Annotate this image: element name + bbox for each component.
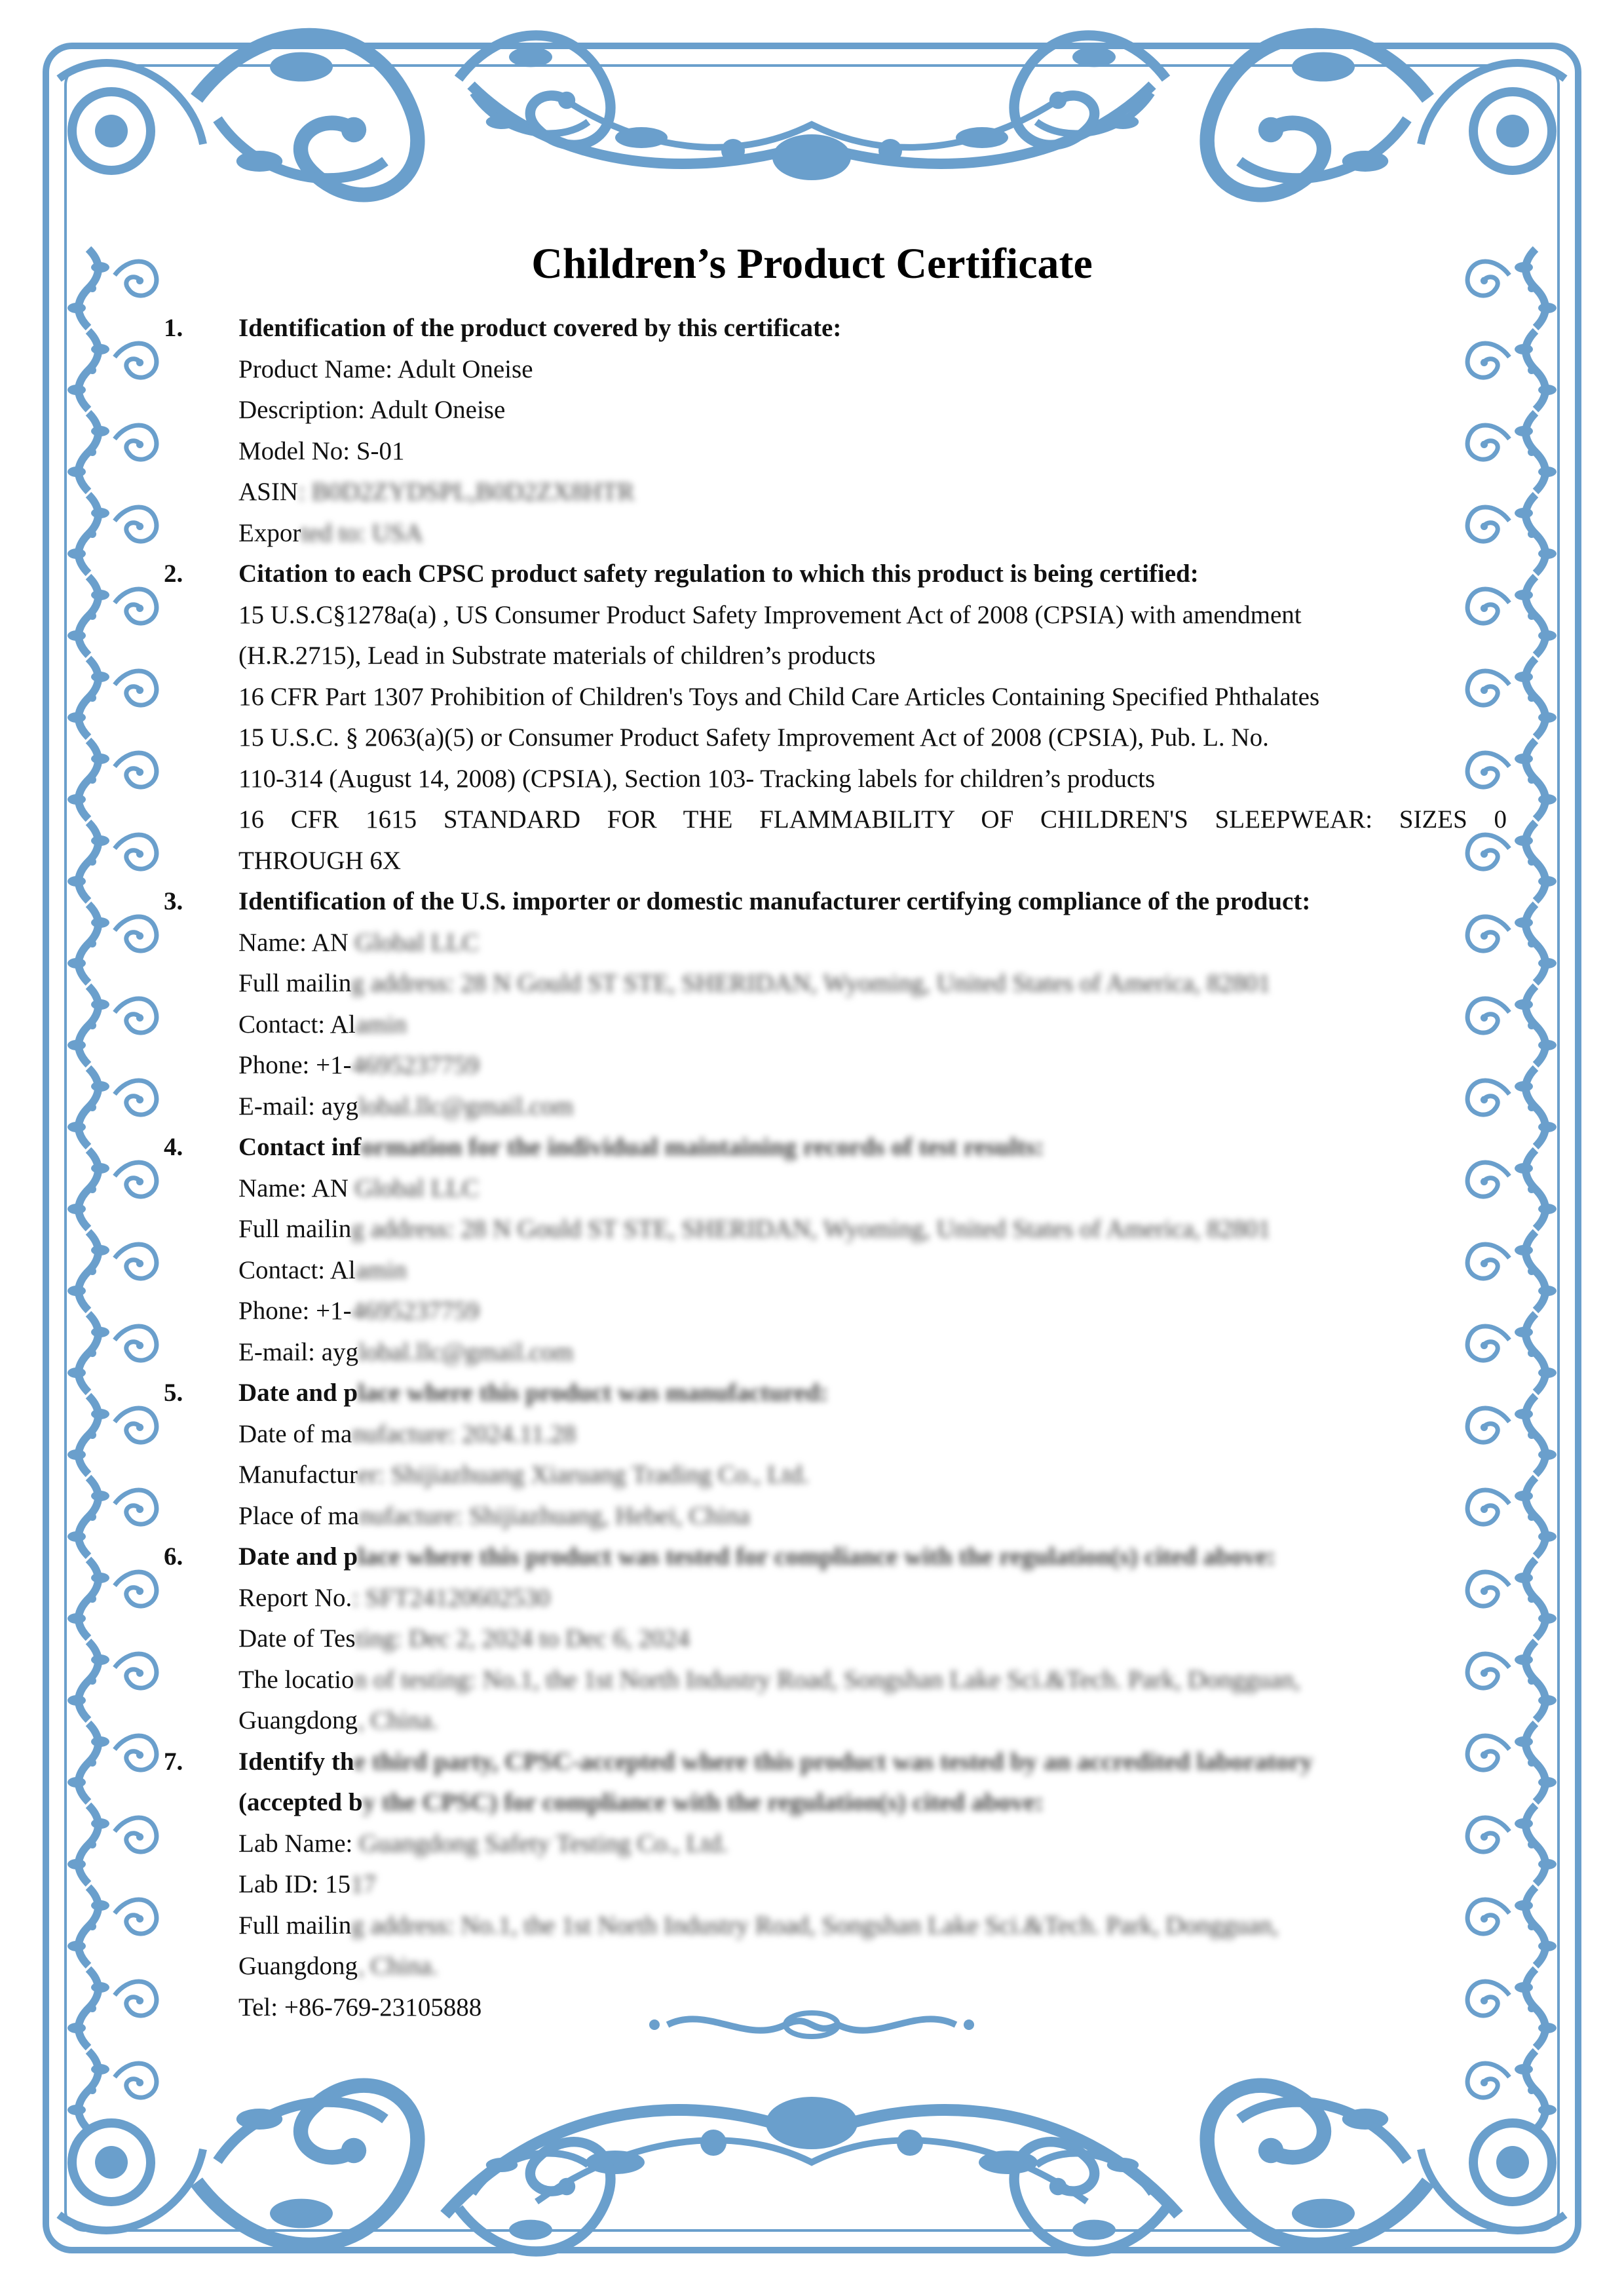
section-number: 2. — [164, 560, 183, 588]
records-phone: Phone: +1-4695237759 — [238, 1297, 480, 1325]
section-number: 7. — [164, 1747, 183, 1776]
regulation-line: THROUGH 6X — [238, 846, 402, 875]
testing-location-cont: Guangdong, China. — [238, 1706, 438, 1734]
lab-address-cont: Guangdong, China. — [238, 1952, 438, 1980]
importer-address: Full mailing address: 28 N Gould ST STE, SHERIDAN, Wyoming, United States of America, 82801 — [238, 969, 1271, 997]
importer-contact: Contact: Alamin — [238, 1010, 407, 1039]
section-4 — [164, 1127, 1507, 1373]
section-heading: Identification of the product covered by this certificate: — [238, 314, 842, 342]
product-name: Product Name: Adult Oneise — [238, 354, 533, 383]
lab-tel: Tel: +86-769-23105888 — [238, 1993, 482, 2021]
section-5 — [164, 1373, 1507, 1537]
section-heading: Identification of the U.S. importer or domestic manufacturer certifying compliance of the product: — [238, 887, 1311, 915]
lab-name: Lab Name: Guangdong Safety Testing Co., Ltd. — [238, 1829, 728, 1858]
regulation-line: 110-314 (August 14, 2008) (CPSIA), Section 103- Tracking labels for children’s products — [238, 764, 1156, 793]
manufacturer: Manufacturer: Shijiazhuang Xiaruang Trading Co., Ltd. — [238, 1461, 809, 1489]
certificate-body — [164, 308, 1507, 2028]
section-1 — [164, 308, 1507, 554]
testing-location: The location of testing: No.1, the 1st North Industry Road, Songshan Lake Sci.&Tech. Park, Dongguan, — [238, 1665, 1300, 1694]
testing-date: Date of Testing: Dec 2, 2024 to Dec 6, 2024 — [238, 1624, 690, 1653]
regulation-line: 15 U.S.C. § 2063(a)(5) or Consumer Product Safety Improvement Act of 2008 (CPSIA), Pub. L. No. — [238, 723, 1269, 752]
records-name: Name: AN Global LLC — [238, 1174, 480, 1202]
section-6 — [164, 1537, 1507, 1742]
section-heading: Date and place where this product was tested for compliance with the regulation(s) cited above: — [238, 1542, 1275, 1571]
section-heading-cont: (accepted by the CPSC) for compliance with the regulation(s) cited above: — [238, 1788, 1044, 1816]
section-heading: Citation to each CPSC product safety regulation to which this product is being certified: — [238, 560, 1199, 588]
section-number: 6. — [164, 1542, 183, 1571]
section-7 — [164, 1742, 1507, 2029]
manufacture-place: Place of manufacture: Shijiazhuang, Hebei, China — [238, 1501, 750, 1530]
section-3 — [164, 881, 1507, 1127]
section-2 — [164, 554, 1507, 881]
description: Description: Adult Oneise — [238, 396, 506, 424]
report-no: Report No.: SFT24120602530 — [238, 1583, 550, 1612]
regulation-line: 16 CFR Part 1307 Prohibition of Children's Toys and Child Care Articles Containing Specified Phthalates — [238, 682, 1320, 711]
exported-to: Exported to: USA — [238, 518, 423, 547]
manufacture-date: Date of manufacture: 2024.11.28 — [238, 1419, 576, 1448]
certificate-title: Children’s Product Certificate — [531, 240, 1093, 288]
importer-email: E-mail: ayglobal.llc@gmail.com — [238, 1092, 574, 1120]
lab-id: Lab ID: 1517 — [238, 1870, 377, 1898]
records-email: E-mail: ayglobal.llc@gmail.com — [238, 1337, 574, 1366]
records-address: Full mailing address: 28 N Gould ST STE, SHERIDAN, Wyoming, United States of America, 82801 — [238, 1215, 1271, 1243]
section-number: 4. — [164, 1133, 183, 1161]
records-contact: Contact: Alamin — [238, 1255, 407, 1284]
section-number: 5. — [164, 1379, 183, 1407]
section-heading: Date and place where this product was manufactured: — [238, 1379, 829, 1407]
model-no: Model No: S-01 — [238, 436, 405, 465]
regulation-line: 16 CFR 1615 STANDARD FOR THE FLAMMABILITY OF CHILDREN'S SLEEPWEAR: SIZES 0 — [238, 805, 1507, 833]
importer-name: Name: AN Global LLC — [238, 928, 480, 957]
section-number: 1. — [164, 314, 183, 342]
regulation-line: 15 U.S.C§1278a(a) , US Consumer Product Safety Improvement Act of 2008 (CPSIA) with amendment — [238, 600, 1302, 629]
section-heading: Identify the third party, CPSC-accepted where this product was tested by an accredited laboratory — [238, 1747, 1313, 1776]
asin: ASIN: B0D2ZYDSPL,B0D2ZX8HTR — [238, 478, 635, 506]
importer-phone: Phone: +1-4695237759 — [238, 1051, 480, 1079]
regulation-line: (H.R.2715), Lead in Substrate materials of children’s products — [238, 641, 876, 670]
section-heading: Contact information for the individual maintaining records of test results: — [238, 1133, 1044, 1161]
lab-address: Full mailing address: No.1, the 1st North Industry Road, Songshan Lake Sci.&Tech. Park, Dongguan, — [238, 1911, 1279, 1940]
section-number: 3. — [164, 887, 183, 915]
